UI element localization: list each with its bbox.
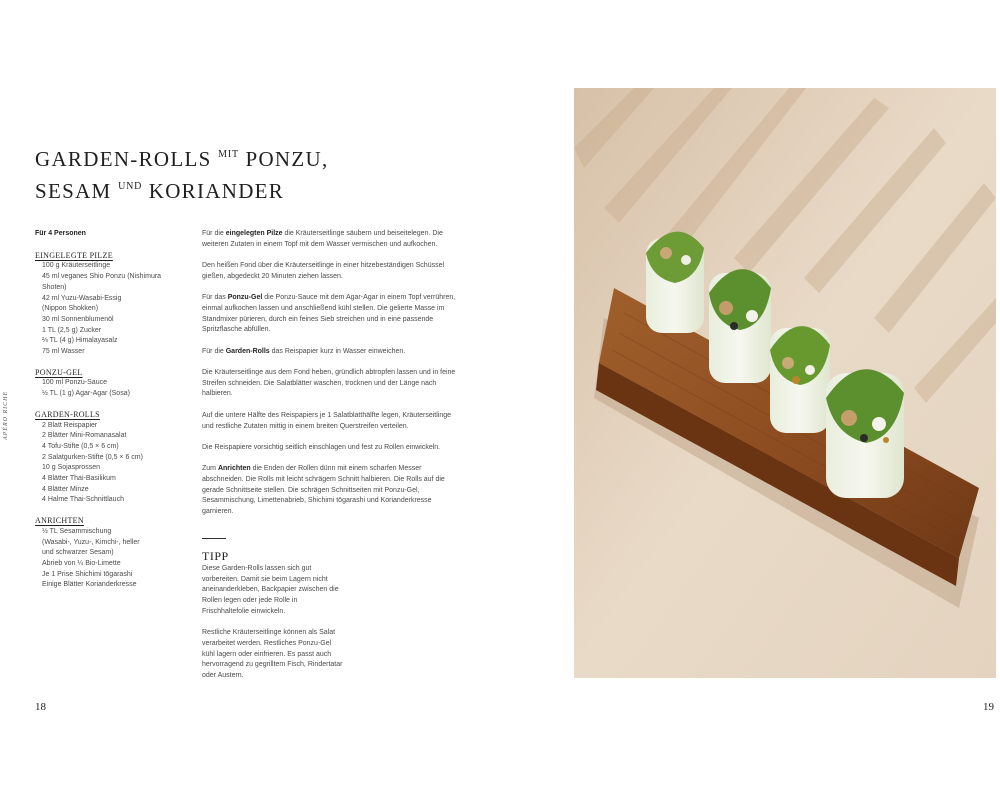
ingredients-section-rolls <box>35 410 185 506</box>
method-step: Den heißen Fond über die Kräuterseitlinge in einer hitzebeständigen Schüssel gießen, abgedeckt 20 Minuten ziehen lassen. <box>202 262 445 280</box>
ingredient-item: 4 Halme Thai-Schnittlauch <box>42 496 124 504</box>
ingredient-item: Abrieb von ¼ Bio-Limette <box>42 559 121 567</box>
method-column <box>202 229 458 529</box>
ingredient-item: ⅔ TL (4 g) Himalayasalz <box>42 337 118 345</box>
ingredient-item: 1 TL (2,5 g) Zucker <box>42 326 102 334</box>
method-step: Für das Ponzu-Gel die Ponzu-Sauce mit dem Agar-Agar in einem Topf verrühren, einmal aufkochen lassen und anschließend kühl stellen. Die gelierte Masse im Standmixer pürieren, durch ein feines Sieb streichen und in eine passende Spritzflasche abfüllen. <box>202 294 456 334</box>
section-heading: GARDEN-ROLLS <box>35 409 100 419</box>
tip-paragraph: Diese Garden-Rolls lassen sich gut vorbereiten. Damit sie beim Lagern nicht aneinanderkleben, Backpapier zwischen die Rollen legen oder jede Rolle in Frischhaltefolie einwickeln. <box>202 565 339 615</box>
ingredient-item: 42 ml Yuzu-Wasabi-Essig <box>42 294 122 302</box>
ingredient-item: und schwarzer Sesam) <box>42 549 114 557</box>
page-number-right: 19 <box>983 701 994 713</box>
ingredient-item: 4 Blätter Thai-Basilikum <box>42 475 116 483</box>
section-heading: PONZU-GEL <box>35 367 83 377</box>
ingredient-item: 100 ml Ponzu-Sauce <box>42 379 107 387</box>
tip-divider <box>202 538 226 539</box>
garden-rolls-photo <box>574 88 996 678</box>
ingredient-item: 2 Blätter Mini-Romanasalat <box>42 432 127 440</box>
ingredient-item: 4 Blätter Minze <box>42 485 89 493</box>
garden-roll <box>770 326 830 433</box>
method-step: Für die Garden-Rolls das Reispapier kurz in Wasser einweichen. <box>202 347 406 355</box>
ingredient-item: 45 ml veganes Shio Ponzu (Nishimura <box>42 273 162 281</box>
ingredients-column <box>35 229 185 601</box>
ingredient-item: 100 g Kräuterseitlinge <box>42 262 111 270</box>
ingredient-item: (Nippon Shokken) <box>42 305 99 313</box>
ingredient-item: Shoten) <box>42 283 67 291</box>
tip-text <box>202 564 344 692</box>
ingredients-section-ponzu <box>35 368 185 400</box>
ingredients-section-pilze <box>35 251 185 358</box>
ingredients-section-anrichten <box>35 516 185 591</box>
ingredient-item: ½ TL Sesammischung <box>42 527 112 535</box>
garden-roll <box>826 369 904 498</box>
page-number-left: 18 <box>35 701 46 713</box>
method-step: Für die eingelegten Pilze die Kräuterseitlinge säubern und beiseitelegen. Die weiteren Zutaten in einem Topf mit dem Wasser vermischen und aufkochen. <box>202 230 443 248</box>
tip-paragraph: Restliche Kräuterseitlinge können als Salat verarbeitet werden. Restliches Ponzu-Gel kühl lagern oder einfrieren. Es passt auch hervorragend zu gegrilltem Fisch, Rindertatar oder Austern. <box>202 629 343 680</box>
recipe-title: GARDEN-ROLLS $^{MIT}$ PONZU, SESAM $^{UND}$ KORIANDER <box>35 147 329 203</box>
section-heading: ANRICHTEN <box>35 516 84 526</box>
method-step: Zum Anrichten die Enden der Rollen dünn mit einem scharfen Messer abschneiden. Die Rolls mit leicht schrägem Schnitt halbieren. Die Rolls auf die gerade Schnittseite stellen. Die schrägen Schnittseiten mit Ponzu-Gel, Sesammischung, Limettenabrieb, Shichimi tōgarashi und Korianderkresse garnieren. <box>202 465 445 516</box>
ingredient-item: ½ TL (1 g) Agar-Agar (Sosa) <box>42 390 130 398</box>
section-heading: EINGELEGTE PILZE <box>35 250 113 260</box>
ingredient-item: 30 ml Sonnenblumenöl <box>42 315 114 323</box>
ingredient-item: Einige Blätter Korianderkresse <box>42 581 137 589</box>
ingredient-item: 75 ml Wasser <box>42 348 85 356</box>
section-running-label: APÉRO RICHE <box>3 390 9 440</box>
ingredient-item: (Wasabi-, Yuzu-, Kimchi-, heller <box>42 538 140 546</box>
recipe-photo <box>574 88 996 678</box>
ingredient-item: Je 1 Prise Shichimi tōgarashi <box>42 570 133 578</box>
method-step: Auf die untere Hälfte des Reispapiers je 1 Salatblatthälfte legen, Kräuterseitlinge und restliche Zutaten mittig in einem breiten Querstreifen verteilen. <box>202 411 452 430</box>
ingredient-item: 4 Tofu-Stifte (0,5 × 6 cm) <box>42 442 119 450</box>
tip-heading: TIPP <box>202 549 229 563</box>
method-step: Die Reispapiere vorsichtig seitlich einschlagen und fest zu Rollen einwickeln. <box>202 443 441 451</box>
ingredient-item: 10 g Sojasprossen <box>42 464 100 472</box>
ingredient-item: 2 Blatt Reispapier <box>42 421 98 429</box>
method-step: Die Kräuterseitlinge aus dem Fond heben, gründlich abtropfen lassen und in feine Streifen schneiden. Die Salatblätter waschen, trocknen und der Länge nach halbieren. <box>202 369 456 398</box>
garden-roll <box>709 269 771 383</box>
ingredient-item: 2 Salatgurken-Stifte (0,5 × 6 cm) <box>42 453 143 461</box>
garden-roll <box>646 232 704 333</box>
servings: Für 4 Personen <box>35 230 86 237</box>
